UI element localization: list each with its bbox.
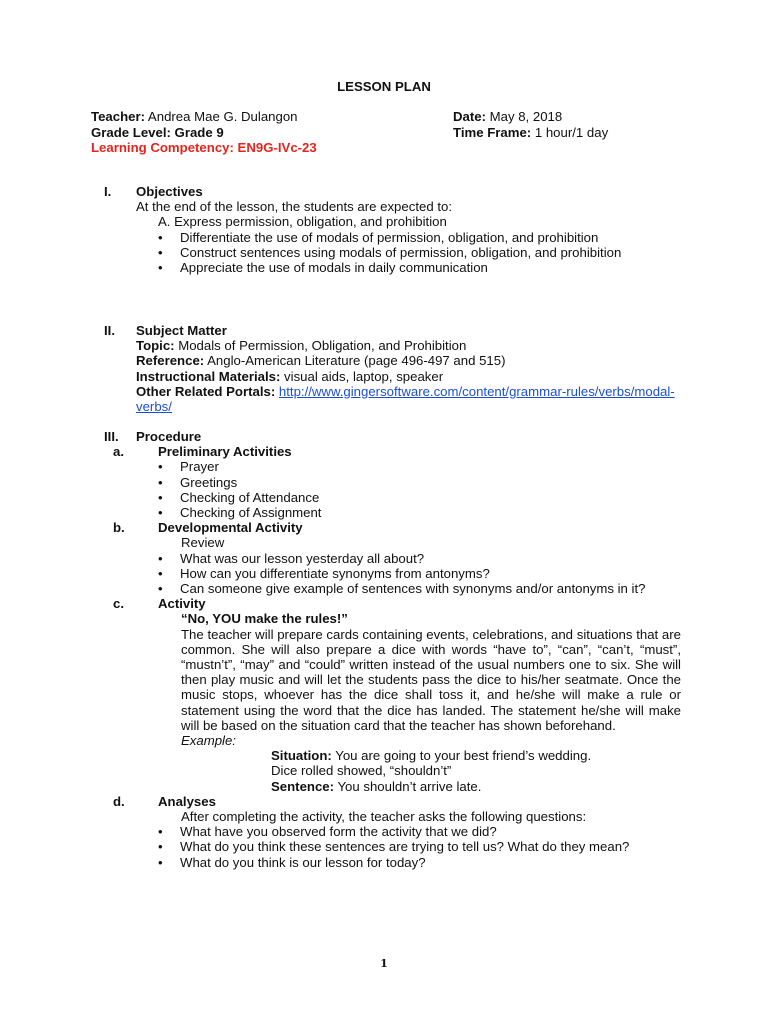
subsection-b: b. Developmental Activity — [113, 520, 681, 535]
time-frame-label: Time Frame: — [453, 124, 532, 140]
section-subject-matter — [91, 323, 681, 414]
list-item: • Prayer — [158, 459, 219, 475]
list-item: • How can you differentiate synonyms from antonyms? — [158, 565, 490, 581]
review-label: Review — [181, 535, 225, 551]
objectives-bullet-list — [158, 229, 681, 276]
analyses-intro: After completing the activity, the teacher asks the following questions: — [181, 809, 587, 825]
subsection-heading: Preliminary Activities — [158, 444, 292, 460]
page-number: 1 — [380, 957, 388, 970]
materials-line: Instructional Materials: visual aids, laptop, speaker — [136, 368, 444, 384]
topic-line: Topic: Modals of Permission, Obligation, and Prohibition — [136, 338, 467, 354]
objectives-intro: At the end of the lesson, the students are expected to: — [136, 199, 452, 215]
date-label: Date: — [453, 109, 486, 124]
time-frame-field — [453, 125, 608, 140]
sentence-line: Sentence: You shouldn’t arrive late. — [271, 778, 482, 794]
teacher-label: Teacher: — [91, 109, 145, 124]
section-number: II. — [104, 323, 115, 338]
section-procedure — [91, 429, 681, 870]
subsection-heading: Developmental Activity — [158, 520, 303, 536]
list-item: • What was our lesson yesterday all about? — [158, 550, 425, 566]
subsection-heading: Analyses — [158, 793, 216, 809]
reference-line: Reference: Anglo-American Literature (page 496-497 and 515) — [136, 353, 506, 369]
objective-item-a: A. Express permission, obligation, and prohibition — [158, 214, 447, 230]
date-field — [453, 109, 562, 124]
section-heading: Procedure — [136, 429, 202, 444]
section-objectives — [91, 184, 681, 275]
dice-line: Dice rolled showed, “shouldn’t” — [271, 763, 452, 779]
list-item: • What have you observed form the activity that we did? — [158, 824, 497, 840]
list-item: • Can someone give example of sentences with synonyms and/or antonyms in it? — [158, 581, 646, 597]
teacher-value: Andrea Mae G. Dulangon — [145, 109, 298, 124]
activity-title: “No, YOU make the rules!” — [181, 611, 348, 627]
list-item: • What do you think is our lesson for today? — [158, 854, 426, 870]
section-heading: Objectives — [136, 184, 203, 199]
section-number: I. — [104, 184, 112, 199]
list-item: • Checking of Assignment — [158, 505, 322, 521]
list-item: • Construct sentences using modals of permission, obligation, and prohibition — [158, 244, 622, 260]
header-row-1 — [91, 109, 681, 125]
situation-line: Situation: You are going to your best friend’s wedding. — [271, 748, 592, 764]
list-item: • Greetings — [158, 474, 238, 490]
section-heading: Subject Matter — [136, 323, 227, 338]
example-label: Example: — [181, 733, 236, 749]
activity-paragraph: The teacher will prepare cards containing events, celebrations, and situations that are common. She will also prepare a dice with words “have to”, “can”, “can’t, “must”, “mustn’t”, “may” and “could” written instead of the usual numbers one to six. She will then play music and will let the students pass the dice to his/her seatmate. Once the music stops, whoever has the dice shall toss it, and he/she will make a rule or statement using the word that the dice has landed. The statement he/she will make will be based on the situation card that the teacher has shown beforehand. — [181, 626, 681, 733]
preliminary-list — [158, 459, 681, 521]
learning-competency: Learning Competency: EN9G-IVc-23 — [91, 140, 317, 155]
time-frame-value: 1 hour/1 day — [531, 124, 609, 140]
header-row-3 — [91, 140, 681, 156]
subsection-heading: Activity — [158, 596, 206, 612]
list-item: • What do you think these sentences are trying to tell us? What do they mean? — [158, 839, 630, 855]
header-block — [91, 109, 681, 156]
review-list — [158, 550, 681, 597]
list-item: • Differentiate the use of modals of permission, obligation, and prohibition — [158, 229, 599, 245]
page-title: LESSON PLAN — [337, 79, 431, 94]
date-value: May 8, 2018 — [485, 109, 563, 124]
list-item: • Checking of Attendance — [158, 489, 320, 505]
section-number: III. — [104, 429, 119, 444]
analyses-list — [158, 824, 681, 870]
subsection-d: d. Analyses — [113, 794, 681, 809]
portal-link[interactable]: http://www.gingersoftware.com/content/grammar-rules/verbs/modal-verbs/ — [136, 383, 675, 415]
portals-line: Other Related Portals: http://www.gingersoftware.com/content/grammar-rules/verbs/modal-verbs/ — [136, 383, 675, 415]
header-row-2 — [91, 125, 681, 141]
grade-level: Grade Level: Grade 9 — [91, 124, 224, 140]
subsection-a: a. Preliminary Activities — [113, 444, 681, 459]
list-item: • Appreciate the use of modals in daily communication — [158, 260, 488, 276]
subsection-c: c. Activity — [113, 596, 681, 611]
